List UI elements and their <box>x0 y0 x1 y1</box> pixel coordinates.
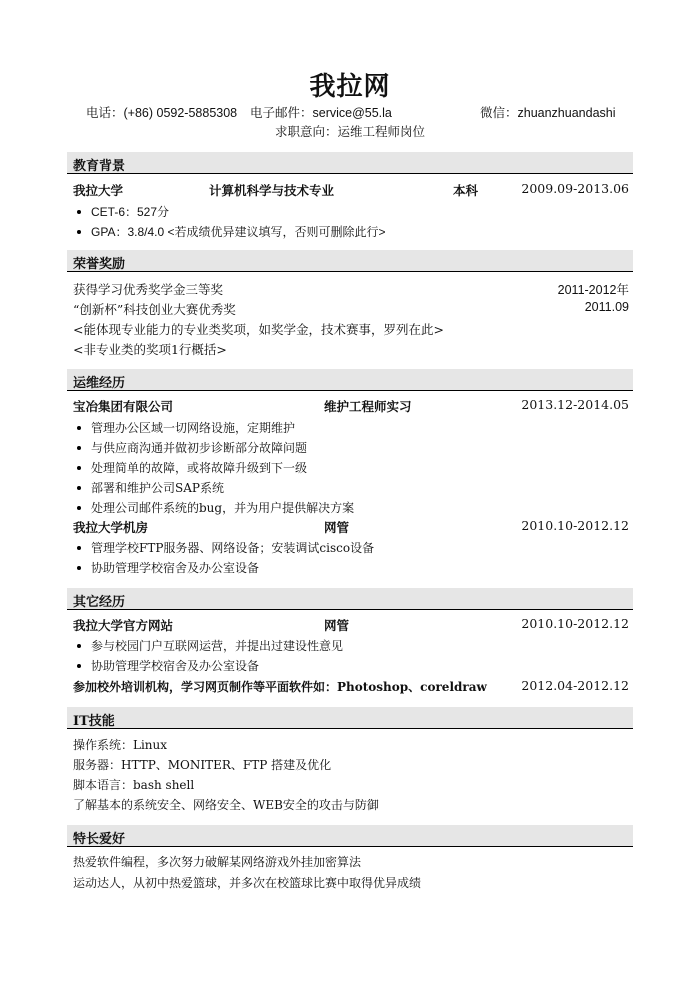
skill-line: 脚本语言：bash shell <box>73 778 195 792</box>
skill-line: 了解基本的系统安全、网络安全、WEB安全的攻击与防御 <box>73 798 379 812</box>
hobby-line: 热爱软件编程，多次努力破解某网络游戏外挂加密算法 <box>73 855 362 869</box>
training-row: 参加校外培训机构，学习网页制作等平面软件如：Photoshop、coreldraw 2012.04-2012.12 <box>73 678 629 694</box>
skill-line: 服务器：HTTP、MONITER、FTP 搭建及优化 <box>73 758 332 772</box>
list-item: CET-6：527分 <box>77 203 169 220</box>
major: 计算机科学与技术专业 <box>209 183 335 198</box>
wechat: 微信：zhuanzhuandashi <box>480 106 616 120</box>
skill-line: 操作系统：Linux <box>73 738 168 752</box>
honor-row: <非专业类的奖项1行概括> <box>73 342 227 357</box>
section-ops <box>67 369 633 391</box>
section-it <box>67 707 633 729</box>
job-objective: 求职意向：运维工程师岗位 <box>274 124 425 139</box>
section-other <box>67 588 633 610</box>
section-honors <box>67 250 633 272</box>
job-row: 我拉大学机房 网管 2010.10-2012.12 <box>73 518 629 535</box>
section-title: IT技能 <box>73 714 115 729</box>
honor-row: “创新杯”科技创业大赛优秀奖 2011.09 <box>73 300 629 317</box>
list-item: 协助管理学校宿舍及办公室设备 <box>77 657 259 674</box>
section-title: 荣誉奖励 <box>73 257 126 272</box>
list-item: 与供应商沟通并做初步诊断部分故障问题 <box>77 439 307 456</box>
job-row: 宝冶集团有限公司 维护工程师实习 2013.12-2014.05 <box>73 397 629 414</box>
list-item: 处理简单的故障，或将故障升级到下一级 <box>77 459 307 476</box>
section-title: 特长爱好 <box>73 832 126 847</box>
list-item: 处理公司邮件系统的bug，并为用户提供解决方案 <box>77 499 354 516</box>
section-title: 其它经历 <box>73 595 126 610</box>
email: 电子邮件：service@55.la <box>250 106 392 120</box>
section-title: 运维经历 <box>73 376 126 391</box>
date: 2009.09-2013.06 <box>521 181 629 196</box>
hobby-line: 运动达人，从初中热爱篮球，并多次在校篮球比赛中取得优异成绩 <box>73 876 422 890</box>
list-item: 参与校园门户互联网运营，并提出过建设性意见 <box>77 637 343 654</box>
list-item: 管理办公区域一切网络设施，定期维护 <box>77 419 295 436</box>
list-item: 部署和维护公司SAP系统 <box>77 479 224 496</box>
degree: 本科 <box>453 183 479 198</box>
job-row: 我拉大学官方网站 网管 2010.10-2012.12 <box>73 616 629 633</box>
candidate-name: 我拉网 <box>309 72 391 102</box>
list-item: GPA：3.8/4.0 <若成绩优异建议填写，否则可删除此行> <box>77 223 386 240</box>
phone: 电话：(+86) 0592-5885308 <box>86 106 238 120</box>
section-education <box>67 152 633 174</box>
honor-row: 获得学习优秀奖学金三等奖 2011-2012年 <box>73 282 629 297</box>
education-row <box>73 181 629 199</box>
list-item: 管理学校FTP服务器、网络设备；安装调试cisco设备 <box>77 539 374 556</box>
honor-row: <能体现专业能力的专业类奖项，如奖学金，技术赛事，罗列在此> <box>73 322 444 337</box>
list-item: 协助管理学校宿舍及办公室设备 <box>77 559 259 576</box>
section-title: 教育背景 <box>73 159 126 174</box>
school: 我拉大学 <box>73 183 124 198</box>
section-hobby <box>67 825 633 847</box>
